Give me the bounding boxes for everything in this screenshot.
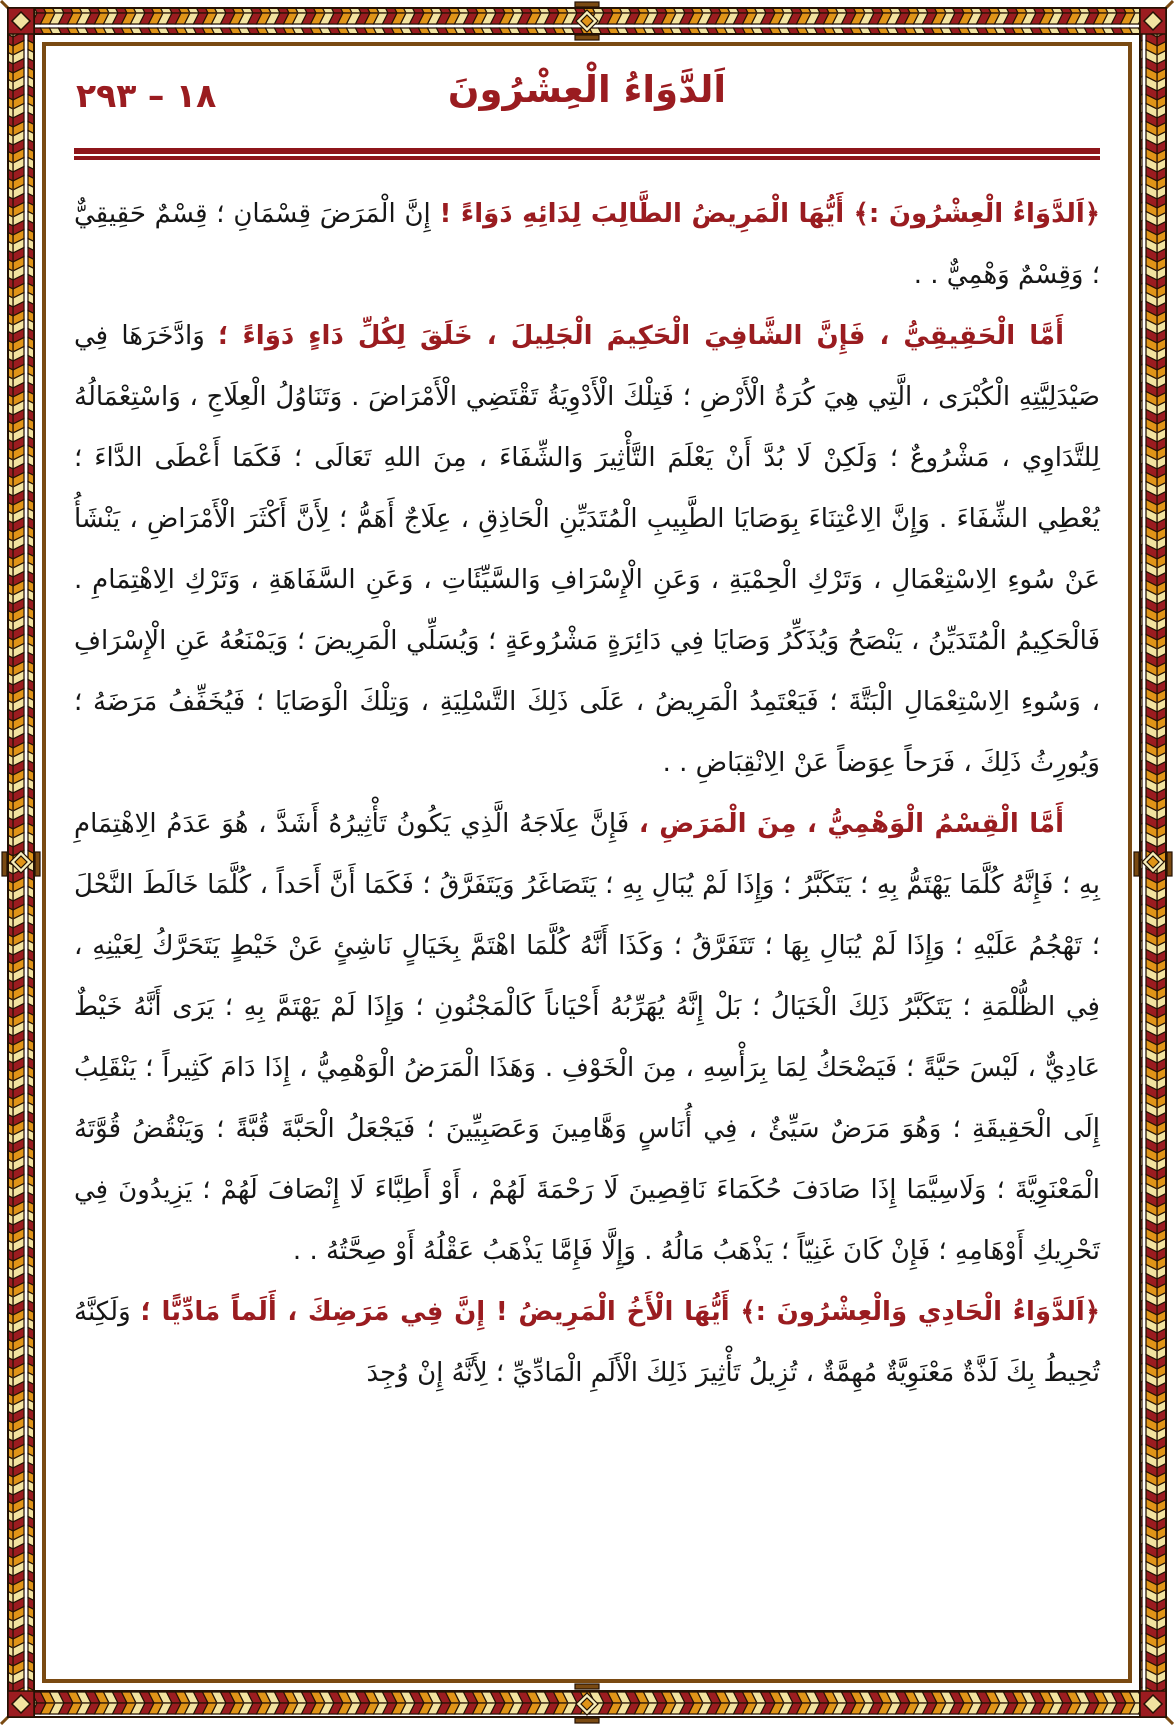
page-header <box>74 54 1100 142</box>
paragraph-remedy-twenty-one <box>74 1282 1100 1404</box>
paragraph-text: إِنَّ الْمَرَضَ قِسْمَانِ ؛ قِسْمٌ حَقِيقِيٌّ ؛ وَقِسْمٌ وَهْمِيٌّ . . <box>74 199 1100 290</box>
body-text <box>74 184 1100 1404</box>
real-illness-lead: أَمَّا الْحَقِيقِيُّ ، فَإِنَّ الشَّافِيَ الْحَكِيمَ الْجَلِيلَ ، خَلَقَ لِكُلِّ دَاءٍ دَوَاءً ؛ <box>218 321 1064 351</box>
page-title: اَلدَّوَاءُ الْعِشْرُونَ <box>447 68 727 111</box>
page-number: ١٨ – ٢٩٣ <box>76 76 217 115</box>
paragraph-real-illness <box>74 306 1100 794</box>
paragraph-text: وَلَكِنَّهُ تُحِيطُ بِكَ لَذَّةٌ مَعْنَوِيَّةٌ مُهِمَّةٌ ، تُزِيلُ تَأْثِيرَ ذَلِكَ الْأَلَمِ الْمَادِّيِّ ؛ لِأَنَّهُ إِنْ وُجِدَ <box>74 1297 1100 1388</box>
paragraph-text: فَإِنَّ عِلَاجَهُ الَّذِي يَكُونُ تَأْثِيرُهُ أَشَدَّ ، هُوَ عَدَمُ الِاهْتِمَامِ بِهِ ؛ فَإِنَّهُ كُلَّمَا يَهْتَمُّ بِهِ ؛ يَتَكَبَّرُ ؛ وَإِذَا لَمْ يُبَالِ بِهِ ؛ يَتَصَاغَرُ وَيَتَفَرَّقُ ؛ فَكَمَا أَنَّ أَحَداً ، كُلَّمَا خَالَطَ النَّحْلَ ؛ تَهْجُمُ عَلَيْهِ ؛ وَإِذَا لَمْ يُبَالِ بِهَا ؛ تَتَفَرَّقُ ؛ وَكَذَا أَنَّهُ كُلَّمَا اهْتَمَّ بِخَيَالٍ نَاشِئٍ عَنْ خَيْطٍ يَتَحَرَّكُ لِعَيْنِهِ ، فِي الظُّلْمَةِ ؛ يَتَكَبَّرُ ذَلِكَ الْخَيَالُ ؛ بَلْ إِنَّهُ يُهَرِّبُهُ أَحْيَاناً كَالْمَجْنُونِ ؛ وَإِذَا لَمْ يَهْتَمَّ بِهِ ؛ يَرَى أَنَّهُ خَيْطٌ عَادِيٌّ ، لَيْسَ حَيَّةً ؛ فَيَضْحَكُ لِمَا بِرَأْسِهِ ، مِنَ الْخَوْفِ . وَهَذَا الْمَرَضُ الْوَهْمِيُّ ، إِذَا دَامَ كَثِيراً ؛ يَنْقَلِبُ إِلَى الْحَقِيقَةِ ؛ وَهُوَ مَرَضٌ سَيِّئٌ ، فِي أُنَاسٍ وَهَّامِينَ وَعَصَبِيِّينَ ؛ فَيَجْعَلُ الْحَبَّةَ قُبَّةً ؛ وَيَنْقُضُ قُوَّتَهُ الْمَعْنَوِيَّةَ ؛ وَلَاسِيَّمَا إِذَا صَادَفَ حُكَمَاءَ نَاقِصِينَ لَا رَحْمَةَ لَهُمْ ، أَوْ أَطِبَّاءَ لَا إِنْصَافَ لَهُمْ ؛ يَزِيدُونَ فِي تَحْرِيكِ أَوْهَامِهِ ؛ فَإِنْ كَانَ غَنِيّاً ؛ يَذْهَبُ مَالُهُ . وَإِلَّا فَإِمَّا يَذْهَبُ عَقْلُهُ أَوْ صِحَّتُهُ . . <box>74 809 1100 1266</box>
remedy-twenty-heading: ﴿اَلدَّوَاءُ الْعِشْرُونَ :﴾ أَيُّهَا الْمَرِيضُ الطَّالِبَ لِدَائِهِ دَوَاءً ! <box>439 199 1100 229</box>
paragraph-remedy-twenty <box>74 184 1100 306</box>
paragraph-imaginary-illness <box>74 794 1100 1282</box>
page-content <box>74 54 1100 1677</box>
remedy-twenty-one-heading: ﴿اَلدَّوَاءُ الْحَادِي وَالْعِشْرُونَ :﴾ أَيُّهَا الْأَخُ الْمَرِيضُ ! إِنَّ فِي مَرَضِكَ ، أَلَماً مَادِّيًّا ؛ <box>140 1297 1101 1327</box>
imaginary-illness-lead: أَمَّا الْقِسْمُ الْوَهْمِيُّ ، مِنَ الْمَرَضِ ، <box>638 809 1064 839</box>
header-double-rule <box>74 148 1100 160</box>
paragraph-text: وَادَّخَرَهَا فِي صَيْدَلِيَّتِهِ الْكُبْرَى ، الَّتِي هِيَ كُرَةُ الْأَرْضِ ؛ فَتِلْكَ الْأَدْوِيَةُ تَقْتَضِي الْأَمْرَاضَ . وَتَنَاوُلُ الْعِلَاجِ ، وَاسْتِعْمَالُهُ لِلتَّدَاوِي ، مَشْرُوعٌ ؛ وَلَكِنْ لَا بُدَّ أَنْ يَعْلَمَ التَّأْثِيرَ وَالشِّفَاءَ ، مِنَ اللهِ تَعَالَى ؛ فَكَمَا أَعْطَى الدَّاءَ ؛ يُعْطِي الشِّفَاءَ . وَإِنَّ الِاعْتِنَاءَ بِوَصَايَا الطَّبِيبِ الْمُتَدَيِّنِ الْحَاذِقِ ، عِلَاجٌ أَهَمُّ ؛ لِأَنَّ أَكْثَرَ الْأَمْرَاضِ ، يَنْشَأُ عَنْ سُوءِ الِاسْتِعْمَالِ ، وَتَرْكِ الْحِمْيَةِ ، وَعَنِ الْإِسْرَافِ وَالسَّيِّئَاتِ ، وَعَنِ السَّفَاهَةِ ، وَتَرْكِ الِاهْتِمَامِ . فَالْحَكِيمُ الْمُتَدَيِّنُ ، يَنْصَحُ وَيُذَكِّرُ وَصَايَا فِي دَائِرَةٍ مَشْرُوعَةٍ ؛ وَيُسَلِّي الْمَرِيضَ ؛ وَيَمْنَعُهُ عَنِ الْإِسْرَافِ ، وَسُوءِ الِاسْتِعْمَالِ الْبَتَّةَ ؛ فَيَعْتَمِدُ الْمَرِيضُ ، عَلَى ذَلِكَ التَّسْلِيَةِ ، وَتِلْكَ الْوَصَايَا ؛ فَيُخَفِّفُ مَرَضَهُ ؛ وَيُورِثُ ذَلِكَ ، فَرَحاً عِوَضاً عَنْ الِانْقِبَاضِ . . <box>74 321 1100 778</box>
